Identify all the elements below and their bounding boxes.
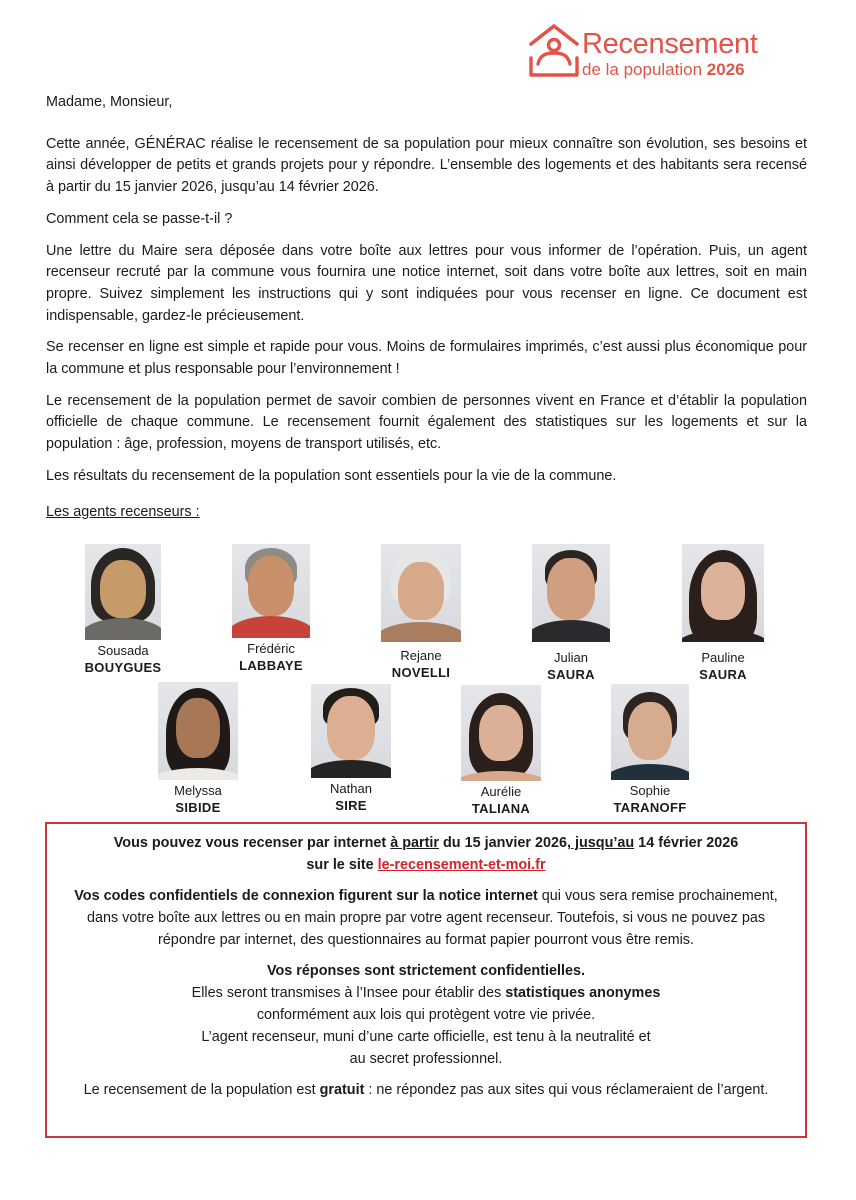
agent-last-name: SIRE: [335, 798, 367, 813]
agent-card: [211, 544, 331, 675]
agent-first-name: Sophie: [629, 783, 671, 798]
confidentiality-paragraph: Vos réponses sont strictement confidentielles. Elles seront transmises à l’Insee pour établir des statistiques anonymes conformément aux lois qui protègent votre vie privée. L’agent recenseur, muni d’une carte officielle, est tenu à la neutralité et au secret professionnel.: [191, 963, 661, 1067]
agent-first-name: Pauline: [701, 650, 745, 665]
paragraph-intro: Cette année, GÉNÉRAC réalise le recensement de sa population pour mieux connaître son évolution, ses besoins et ainsi développer de petits et grands projets pour y répondre. L’ensemble des logements et des habitants sera recensé à partir du 15 janvier 2026, jusqu’au 14 février 2026.: [46, 135, 807, 196]
paragraph-online: Se recenser en ligne est simple et rapide pour vous. Moins de formulaires imprimés, c’est aussi plus économique pour la commune et plus responsable pour l’environnement !: [46, 339, 807, 378]
census-logo: [528, 22, 778, 84]
agent-card: [511, 544, 631, 684]
info-box: [45, 822, 807, 1138]
paragraph-results: Les résultats du recensement de la population sont essentiels pour la vie de la commune.: [46, 467, 617, 484]
agent-card: [663, 544, 783, 684]
agent-card: [291, 684, 411, 815]
letter-body: [46, 92, 807, 533]
agent-card: [590, 684, 710, 817]
house-person-icon: [528, 22, 580, 80]
paragraph-purpose: Le recensement de la population permet de savoir combien de personnes vivent en France et d’établir la population officielle de chaque commune. Le recensement fournit également des statistiques sur les logements et sur la population : âge, profession, moyens de transport utilisés, etc.: [46, 392, 807, 453]
greeting: Madame, Monsieur,: [46, 94, 173, 110]
codes-paragraph: Vos codes confidentiels de connexion figurent sur la notice internet qui vous sera remise prochainement, dans votre boîte aux lettres ou en main propre par votre agent recenseur. Toutefois, si vous ne pouvez pas répondre par internet, des questionnaires au format papier pourront vous être remis.: [74, 888, 778, 948]
agent-photo: [461, 685, 541, 781]
agent-first-name: Melyssa: [174, 783, 222, 798]
agent-photo: [158, 682, 238, 780]
agent-last-name: SAURA: [547, 667, 595, 682]
site-line: sur le site le-recensement-et-moi.fr: [306, 857, 546, 873]
paragraph-question: Comment cela se passe-t-il ?: [46, 210, 233, 227]
agent-photo: [311, 684, 391, 778]
agent-photo: [232, 544, 310, 638]
agent-first-name: Julian: [554, 650, 588, 665]
agent-last-name: SIBIDE: [175, 800, 221, 815]
agent-last-name: NOVELLI: [391, 665, 451, 680]
agent-photo: [85, 544, 161, 640]
logo-title: Recensement: [582, 28, 758, 60]
agent-first-name: Rejane: [400, 648, 442, 663]
agent-first-name: Aurélie: [480, 784, 522, 799]
census-site-link[interactable]: le-recensement-et-moi.fr: [377, 857, 546, 873]
agent-last-name: LABBAYE: [239, 658, 303, 673]
agent-first-name: Sousada: [97, 643, 149, 658]
agent-first-name: Nathan: [330, 781, 372, 796]
agent-last-name: SAURA: [699, 667, 747, 682]
paragraph-process: Une lettre du Maire sera déposée dans votre boîte aux lettres pour vous informer de l’opération. Puis, un agent recenseur recruté par la commune vous fournira une notice internet, soit dans votre boîte aux lettres, soit en main propre. Suivez simplement les instructions qui y sont indiquées pour vous recenser en ligne. Ce document est indispensable, gardez-le précieusement.: [46, 242, 807, 324]
agent-photo: [611, 684, 689, 780]
logo-subtitle: de la population 2026: [582, 60, 745, 79]
agent-card: [441, 685, 561, 818]
agent-photo: [532, 544, 610, 642]
agent-photo: [682, 544, 764, 642]
online-dates: Vous pouvez vous recenser par internet à partir du 15 janvier 2026, jusqu’au 14 février 2026: [113, 835, 739, 851]
agent-card: [361, 544, 481, 682]
agent-last-name: BOUYGUES: [84, 660, 162, 675]
agent-first-name: Frédéric: [247, 641, 295, 656]
agents-section-title: Les agents recenseurs :: [46, 503, 200, 520]
agent-last-name: TALIANA: [471, 801, 531, 816]
agent-last-name: TARANOFF: [613, 800, 687, 815]
agent-card: [63, 544, 183, 677]
agent-photo: [381, 544, 461, 642]
agent-card: [138, 682, 258, 817]
free-warning: Le recensement de la population est gratuit : ne répondez pas aux sites qui vous réclameraient de l’argent.: [83, 1082, 769, 1098]
